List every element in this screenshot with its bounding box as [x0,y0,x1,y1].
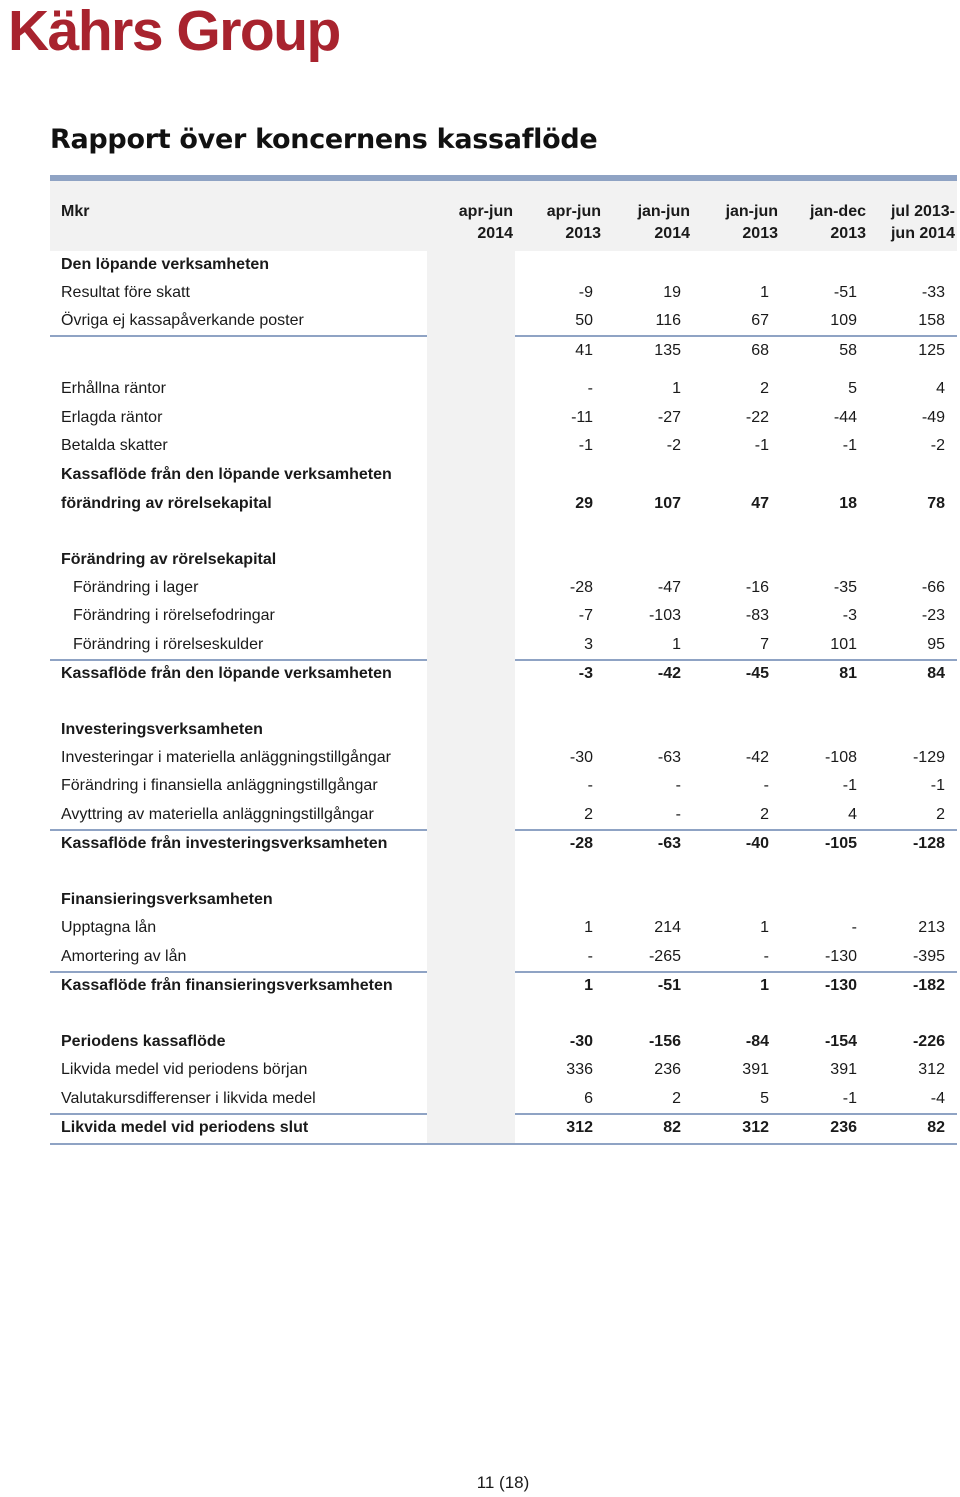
row-value: 1 [584,919,593,936]
row-value: 4 [848,805,857,823]
column-header-line2: 2014 [477,225,513,242]
row-value: 67 [751,312,769,329]
row-value: -1 [930,777,945,794]
row-value: -66 [921,579,945,596]
row-value: 109 [830,312,857,329]
row-value: -1 [842,777,857,794]
row-value: 2 [584,805,593,823]
row-value: 312 [566,1119,593,1136]
row-value: -3 [578,665,593,682]
column-header [726,201,778,245]
column-header-line2: 2013 [565,225,601,242]
row-value: -28 [569,835,593,852]
row-value: 50 [575,312,593,329]
row-label: Kassaflöde från den löpande verksamheten [61,465,392,483]
row-value: -103 [648,607,681,624]
row-value: 19 [663,284,681,301]
row-value: 5 [760,1089,769,1107]
row-label: Den löpande verksamheten [61,255,270,273]
row-value: 1 [672,635,681,653]
row-value: -1 [842,1089,857,1107]
row-value: - [763,777,769,794]
row-value: - [675,805,681,823]
column-header-line1: apr-jun [458,203,513,220]
row-value: - [675,777,681,794]
column-shade [427,250,515,1143]
row-label: Betalda skatter [61,437,168,454]
row-value: - [851,919,857,936]
row-value: 1 [760,977,769,994]
row-value: -108 [824,749,857,766]
row-value: 95 [927,635,945,653]
column-header-line2: 2013 [830,225,866,242]
row-value: -2 [930,437,945,454]
row-label: Kassaflöde från investeringsverksamheten [61,835,388,852]
row-value: 312 [918,1061,945,1078]
row-value: 1 [672,380,681,397]
row-value: -156 [648,1033,681,1050]
row-value: 2 [936,805,945,823]
row-value: -30 [569,1033,593,1050]
column-header [810,201,866,245]
row-label: Investeringar i materiella anläggningstillgångar [61,749,391,766]
row-value: -49 [921,409,945,426]
row-label: Erhållna räntor [61,380,166,397]
unit-label: Mkr [61,203,90,220]
column-header-line1: jan-jun [637,203,690,220]
row-value: -265 [648,947,681,965]
row-value: -4 [930,1089,945,1107]
row-value: 82 [927,1119,945,1136]
row-value: -23 [921,607,945,624]
row-value: -154 [824,1033,857,1050]
row-label: Upptagna lån [61,919,157,936]
row-value: 7 [760,635,769,653]
row-value: 391 [742,1061,769,1078]
row-value: -28 [569,579,593,596]
row-value: -130 [824,977,857,994]
column-header-line1: jul 2013- [890,203,955,220]
row-value: -11 [571,409,593,426]
row-value: 84 [927,665,945,682]
row-value: -3 [842,607,857,624]
row-label: Förändring i rörelsefodringar [73,607,275,624]
row-label: Förändring i lager [73,579,199,596]
row-value: 1 [760,919,769,936]
row-label: Förändring i finansiella anläggningstillgångar [61,777,378,794]
column-header-line2: jun 2014 [890,225,955,242]
row-value: -1 [754,437,769,454]
row-label: Kassaflöde från finansieringsverksamheten [61,977,393,994]
table-header [50,181,957,251]
row-value: 214 [654,919,681,936]
row-value: 2 [760,380,769,397]
row-value: 2 [672,1089,681,1107]
column-header [547,201,601,245]
column-header-line1: apr-jun [546,203,601,220]
row-value: 101 [830,635,857,653]
row-label: Likvida medel vid periodens slut [61,1119,309,1136]
row-value: -45 [745,665,769,682]
row-value: 18 [839,495,857,512]
row-value: 336 [566,1061,593,1078]
row-label: förändring av rörelsekapital [61,495,272,512]
row-label: Avyttring av materiella anläggningstillgångar [61,805,374,823]
row-value: -105 [824,835,857,852]
column-header [638,201,690,245]
row-value: - [587,947,593,965]
page-title: Rapport över koncernens kassaflöde [50,124,598,155]
row-value: -42 [657,665,681,682]
row-value: -47 [657,579,681,596]
row-label: Övriga ej kassapåverkande poster [61,312,304,329]
row-value: 236 [654,1061,681,1078]
row-label: Resultat före skatt [61,284,190,301]
column-header [891,201,955,245]
row-value: 4 [936,380,945,397]
row-value: -51 [657,977,681,994]
row-value: -42 [745,749,769,766]
row-value: -83 [745,607,769,624]
row-value: -30 [569,749,593,766]
row-label: Valutakursdifferenser i likvida medel [61,1089,316,1107]
column-header-line1: jan-dec [809,203,866,220]
row-value: -51 [833,284,857,301]
row-value: -2 [666,437,681,454]
row-value: -44 [833,409,857,426]
row-value: -129 [912,749,945,766]
row-value: 81 [839,665,857,682]
row-value: 68 [751,342,769,359]
row-value: 116 [655,312,681,329]
row-value: 312 [742,1119,769,1136]
row-label: Likvida medel vid periodens början [61,1061,308,1078]
row-value: 3 [584,635,593,653]
row-value: 6 [584,1089,593,1107]
column-header [459,201,513,245]
page-number: 11 (18) [476,1473,530,1492]
row-value: -1 [578,437,593,454]
row-value: 125 [918,342,945,359]
row-value: -16 [745,579,769,596]
row-value: -63 [657,749,681,766]
row-label: Förändring av rörelsekapital [61,551,277,568]
row-label: Periodens kassaflöde [61,1033,226,1050]
row-label: Erlagda räntor [61,409,163,426]
row-value: -182 [912,977,945,994]
row-value: 2 [760,805,769,823]
cashflow-table [50,175,957,1136]
row-value: 158 [918,312,945,329]
row-label: Investeringsverksamheten [61,721,263,738]
row-value: 107 [654,495,681,512]
row-value: -40 [745,835,769,852]
row-value: -35 [833,579,857,596]
row-value: 47 [751,495,769,512]
row-value: 213 [918,919,945,936]
row-value: - [587,380,593,397]
row-value: -9 [578,284,593,301]
row-value: 78 [927,495,945,512]
row-label: Amortering av lån [61,947,187,965]
row-value: 135 [654,342,681,359]
row-label: Kassaflöde från den löpande verksamheten [61,665,392,682]
row-value: -128 [912,835,945,852]
row-value: -226 [912,1033,945,1050]
row-value: - [587,777,593,794]
row-value: -1 [842,437,857,454]
row-value: 236 [830,1119,857,1136]
row-value: 391 [830,1061,857,1078]
row-label: Förändring i rörelseskulder [73,635,264,653]
column-header-line1: jan-jun [725,203,778,220]
row-value: -27 [657,409,681,426]
row-value: -22 [745,409,769,426]
row-label: Finansieringsverksamheten [61,891,273,908]
row-value: 82 [663,1119,681,1136]
row-value: 1 [760,284,769,301]
row-value: 41 [575,342,593,359]
row-value: -84 [745,1033,769,1050]
row-value: 1 [584,977,593,994]
column-header-line2: 2014 [654,225,690,242]
row-value: -395 [912,947,945,965]
row-value: 58 [839,342,857,359]
row-value: 5 [848,380,857,397]
row-value: -7 [578,607,593,624]
row-value: -63 [657,835,681,852]
row-value: 29 [575,495,593,512]
row-value: -130 [824,947,857,965]
row-value: - [763,947,769,965]
column-header-line2: 2013 [742,225,778,242]
company-logo: Kährs Group [8,0,340,63]
row-value: -33 [921,284,945,301]
